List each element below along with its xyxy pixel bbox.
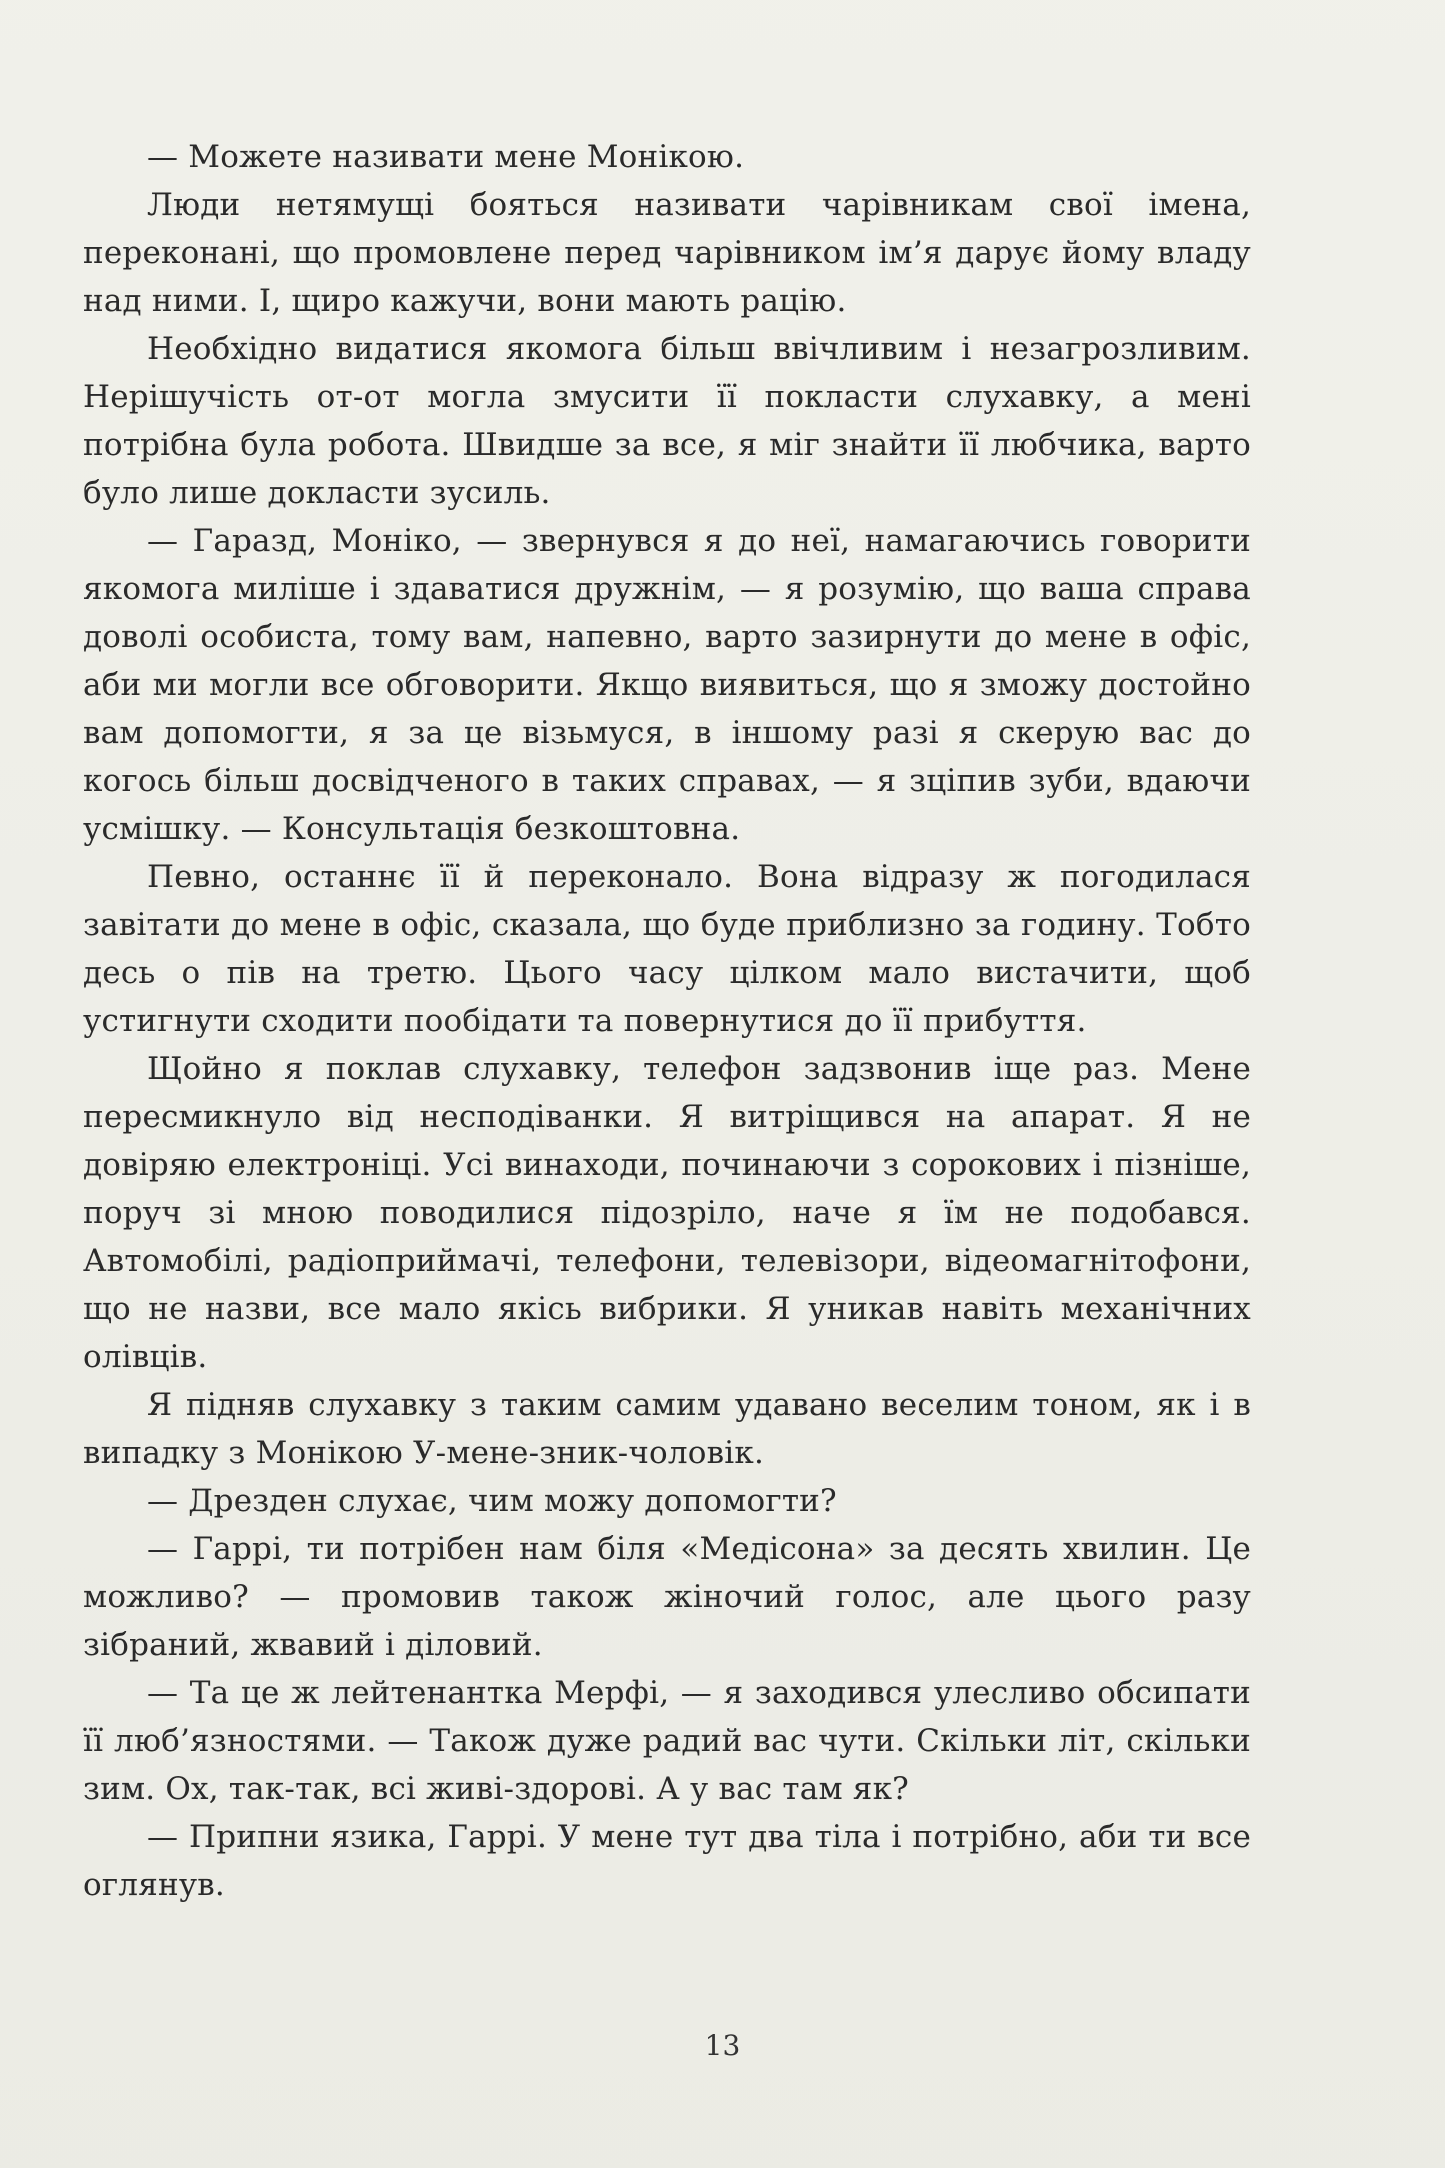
page-text <box>83 133 1251 1909</box>
paragraph-4: — Гаразд, Моніко, — звернувся я до неї, намагаючись говорити якомога миліше і здаватися дружнім, — я розумію, що ваша справа доволі особиста, тому вам, напевно, варто зазирнути до мене в офіс, аби ми могли все обговорити. Якщо виявиться, що я зможу достойно вам допомогти, я за це візьмуся, в іншому разі я скерую вас до когось більш досвідченого в таких справах, — я зціпив зуби, вдаючи усмішку. — Консультація безкоштовна. <box>83 523 1251 847</box>
paragraph-2: Люди нетямущі бояться називати чарівникам свої імена, переконані, що промовлене перед чарівником ім’я дарує йому владу над ними. І, щиро кажучи, вони мають рацію. <box>83 187 1251 319</box>
paragraph-1: — Можете називати мене Монікою. <box>147 139 745 175</box>
paragraph-8: — Дрезден слухає, чим можу допомогти? <box>147 1483 837 1519</box>
paragraph-10: — Та це ж лейтенантка Мерфі, — я заходився улесливо обсипати її люб’язностями. — Також дуже радий вас чути. Скільки літ, скільки зим. Ох, так-так, всі живі-здорові. А у вас там як? <box>83 1675 1251 1807</box>
paragraph-3: Необхідно видатися якомога більш ввічливим і незагрозливим. Нерішучість от-от могла змусити її покласти слухавку, а мені потрібна була робота. Швидше за все, я міг знайти її любчика, варто було лише докласти зусиль. <box>83 331 1251 511</box>
paragraph-7: Я підняв слухавку з таким самим удавано веселим тоном, як і в випадку з Монікою У-мене-зник-чоловік. <box>83 1387 1251 1471</box>
paragraph-9: — Гаррі, ти потрібен нам біля «Медісона» за десять хвилин. Це можливо? — промовив також жіночий голос, але цього разу зібраний, жвавий і діловий. <box>83 1531 1251 1663</box>
paragraph-6: Щойно я поклав слухавку, телефон задзвонив іще раз. Мене пересмикнуло від несподіванки. Я витріщився на апарат. Я не довіряю електроніці. Усі винаходи, починаючи з сорокових і пізніше, поруч зі мною поводилися підозріло, наче я їм не подобався. Автомобілі, радіоприймачі, телефони, телевізори, відеомагнітофони, що не назви, все мало якісь вибрики. Я уникав навіть механічних олівців. <box>83 1051 1251 1375</box>
page-number: 13 <box>704 2029 741 2062</box>
paragraph-5: Певно, останнє її й переконало. Вона відразу ж погодилася завітати до мене в офіс, сказала, що буде приблизно за годину. Тобто десь о пів на третю. Цього часу цілком мало вистачити, щоб устигнути сходити пообідати та повернутися до її прибуття. <box>83 859 1251 1039</box>
paragraph-11: — Припни язика, Гаррі. У мене тут два тіла і потрібно, аби ти все оглянув. <box>83 1819 1251 1903</box>
